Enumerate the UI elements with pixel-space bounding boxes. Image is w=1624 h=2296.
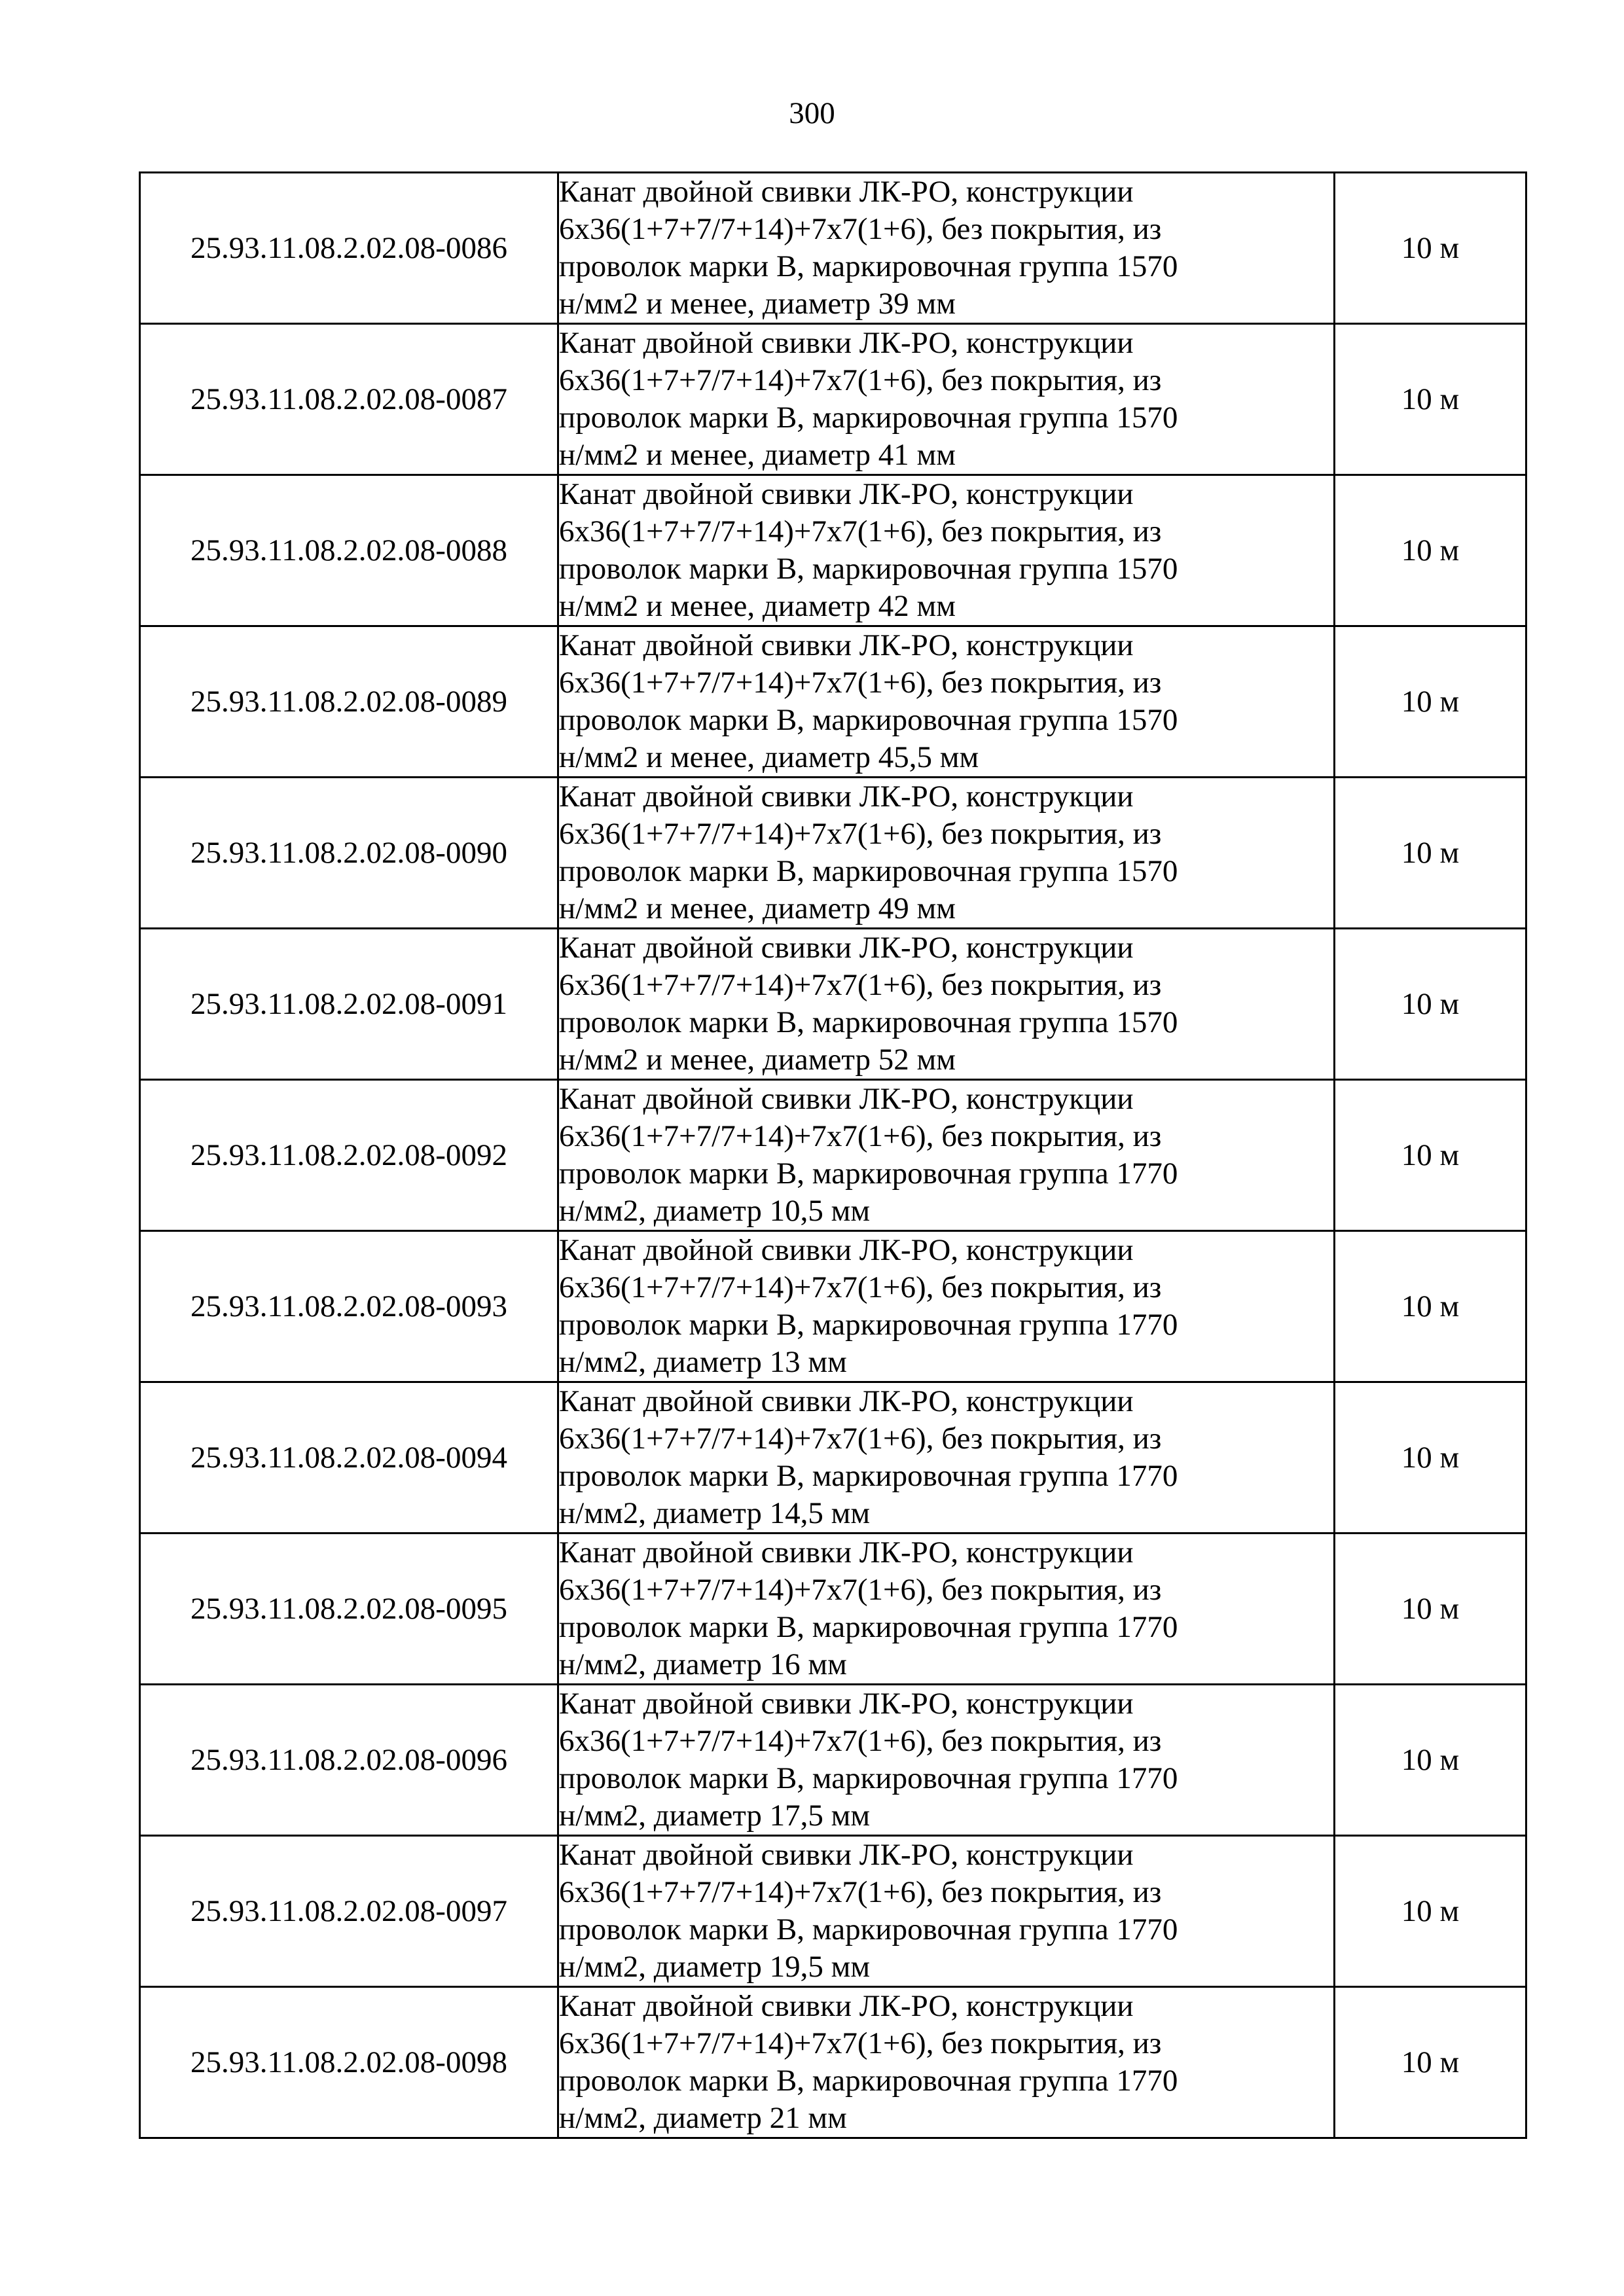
description-line: н/мм2, диаметр 14,5 мм (559, 1496, 871, 1530)
resource-description-cell (558, 1231, 1335, 1382)
unit-cell: 10 м (1335, 324, 1526, 475)
unit-cell: 10 м (1335, 1231, 1526, 1382)
description-line: н/мм2 и менее, диаметр 52 мм (559, 1043, 956, 1077)
description-line: н/мм2 и менее, диаметр 39 мм (559, 287, 956, 321)
table-row (140, 324, 1526, 475)
unit-cell: 10 м (1335, 626, 1526, 778)
table-row (140, 626, 1526, 778)
description-line: 6х36(1+7+7/7+14)+7х7(1+6), без покрытия, из (559, 1573, 1162, 1607)
resource-table (139, 171, 1527, 2139)
description-line: Канат двойной свивки ЛК-РО, конструкции (559, 477, 1134, 511)
resource-description-cell (558, 1685, 1335, 1836)
description-line: н/мм2, диаметр 10,5 мм (559, 1194, 871, 1228)
description-line: н/мм2, диаметр 16 мм (559, 1647, 847, 1681)
unit-cell: 10 м (1335, 1836, 1526, 1987)
description-line: 6х36(1+7+7/7+14)+7х7(1+6), без покрытия, из (559, 817, 1162, 851)
resource-description-cell (558, 1534, 1335, 1685)
description-line: н/мм2 и менее, диаметр 49 мм (559, 891, 956, 925)
description-line: проволок марки В, маркировочная группа 1570 (559, 854, 1178, 888)
description-line: 6х36(1+7+7/7+14)+7х7(1+6), без покрытия, из (559, 514, 1162, 548)
resource-code-cell: 25.93.11.08.2.02.08-0093 (140, 1231, 558, 1382)
resource-table-body (140, 173, 1526, 2138)
description-line: н/мм2 и менее, диаметр 41 мм (559, 438, 956, 472)
description-line: Канат двойной свивки ЛК-РО, конструкции (559, 1233, 1134, 1267)
unit-cell: 10 м (1335, 1534, 1526, 1685)
resource-code-cell: 25.93.11.08.2.02.08-0090 (140, 778, 558, 929)
description-line: Канат двойной свивки ЛК-РО, конструкции (559, 1384, 1134, 1418)
resource-code-cell: 25.93.11.08.2.02.08-0092 (140, 1080, 558, 1231)
description-line: Канат двойной свивки ЛК-РО, конструкции (559, 326, 1134, 360)
resource-description-cell (558, 1836, 1335, 1987)
resource-code-cell: 25.93.11.08.2.02.08-0086 (140, 173, 558, 324)
resource-description-cell (558, 324, 1335, 475)
description-line: н/мм2, диаметр 19,5 мм (559, 1950, 871, 1984)
resource-description-cell (558, 626, 1335, 778)
description-line: 6х36(1+7+7/7+14)+7х7(1+6), без покрытия, из (559, 363, 1162, 397)
description-line: н/мм2 и менее, диаметр 42 мм (559, 589, 956, 623)
resource-code-cell: 25.93.11.08.2.02.08-0097 (140, 1836, 558, 1987)
resource-description-cell (558, 1080, 1335, 1231)
description-line: проволок марки В, маркировочная группа 1570 (559, 552, 1178, 586)
description-line: проволок марки В, маркировочная группа 1770 (559, 1610, 1178, 1644)
description-line: 6х36(1+7+7/7+14)+7х7(1+6), без покрытия, из (559, 212, 1162, 246)
description-line: проволок марки В, маркировочная группа 1570 (559, 1005, 1178, 1039)
table-row (140, 1382, 1526, 1534)
table-row (140, 173, 1526, 324)
description-line: Канат двойной свивки ЛК-РО, конструкции (559, 931, 1134, 965)
description-line: проволок марки В, маркировочная группа 1770 (559, 1912, 1178, 1946)
description-line: 6х36(1+7+7/7+14)+7х7(1+6), без покрытия, из (559, 2026, 1162, 2060)
description-line: 6х36(1+7+7/7+14)+7х7(1+6), без покрытия, из (559, 1724, 1162, 1758)
unit-cell: 10 м (1335, 929, 1526, 1080)
resource-code-cell: 25.93.11.08.2.02.08-0095 (140, 1534, 558, 1685)
description-line: Канат двойной свивки ЛК-РО, конструкции (559, 1687, 1134, 1721)
description-line: н/мм2, диаметр 13 мм (559, 1345, 847, 1379)
unit-cell: 10 м (1335, 475, 1526, 626)
resource-description-cell (558, 778, 1335, 929)
resource-code-cell: 25.93.11.08.2.02.08-0087 (140, 324, 558, 475)
description-line: Канат двойной свивки ЛК-РО, конструкции (559, 1838, 1134, 1872)
unit-cell: 10 м (1335, 1987, 1526, 2138)
table-row (140, 475, 1526, 626)
resource-description-cell (558, 173, 1335, 324)
resource-description-cell (558, 475, 1335, 626)
description-line: проволок марки В, маркировочная группа 1570 (559, 703, 1178, 737)
description-line: н/мм2, диаметр 17,5 мм (559, 1799, 871, 1833)
table-row (140, 1987, 1526, 2138)
resource-description-cell (558, 929, 1335, 1080)
description-line: 6х36(1+7+7/7+14)+7х7(1+6), без покрытия, из (559, 968, 1162, 1002)
description-line: проволок марки В, маркировочная группа 1770 (559, 1459, 1178, 1493)
description-line: проволок марки В, маркировочная группа 1570 (559, 401, 1178, 435)
description-line: 6х36(1+7+7/7+14)+7х7(1+6), без покрытия, из (559, 1119, 1162, 1153)
resource-code-cell: 25.93.11.08.2.02.08-0094 (140, 1382, 558, 1534)
resource-code-cell: 25.93.11.08.2.02.08-0096 (140, 1685, 558, 1836)
description-line: Канат двойной свивки ЛК-РО, конструкции (559, 1082, 1134, 1116)
description-line: проволок марки В, маркировочная группа 1570 (559, 249, 1178, 283)
description-line: Канат двойной свивки ЛК-РО, конструкции (559, 1989, 1134, 2023)
table-row (140, 1231, 1526, 1382)
resource-code-cell: 25.93.11.08.2.02.08-0089 (140, 626, 558, 778)
description-line: н/мм2 и менее, диаметр 45,5 мм (559, 740, 979, 774)
unit-cell: 10 м (1335, 778, 1526, 929)
description-line: н/мм2, диаметр 21 мм (559, 2101, 847, 2135)
unit-cell: 10 м (1335, 1080, 1526, 1231)
description-line: Канат двойной свивки ЛК-РО, конструкции (559, 628, 1134, 662)
resource-description-cell (558, 1382, 1335, 1534)
table-row (140, 929, 1526, 1080)
description-line: проволок марки В, маркировочная группа 1770 (559, 2064, 1178, 2098)
description-line: 6х36(1+7+7/7+14)+7х7(1+6), без покрытия, из (559, 1422, 1162, 1456)
resource-code-cell: 25.93.11.08.2.02.08-0091 (140, 929, 558, 1080)
description-line: проволок марки В, маркировочная группа 1770 (559, 1157, 1178, 1191)
description-line: 6х36(1+7+7/7+14)+7х7(1+6), без покрытия, из (559, 1875, 1162, 1909)
table-row (140, 1080, 1526, 1231)
description-line: Канат двойной свивки ЛК-РО, конструкции (559, 780, 1134, 814)
resource-code-cell: 25.93.11.08.2.02.08-0098 (140, 1987, 558, 2138)
resource-code-cell: 25.93.11.08.2.02.08-0088 (140, 475, 558, 626)
table-row (140, 1685, 1526, 1836)
unit-cell: 10 м (1335, 173, 1526, 324)
table-row (140, 778, 1526, 929)
unit-cell: 10 м (1335, 1382, 1526, 1534)
table-row (140, 1836, 1526, 1987)
description-line: Канат двойной свивки ЛК-РО, конструкции (559, 175, 1134, 209)
unit-cell: 10 м (1335, 1685, 1526, 1836)
table-row (140, 1534, 1526, 1685)
description-line: проволок марки В, маркировочная группа 1770 (559, 1308, 1178, 1342)
description-line: 6х36(1+7+7/7+14)+7х7(1+6), без покрытия, из (559, 666, 1162, 700)
resource-description-cell (558, 1987, 1335, 2138)
description-line: Канат двойной свивки ЛК-РО, конструкции (559, 1535, 1134, 1570)
page-number: 300 (789, 96, 835, 130)
description-line: 6х36(1+7+7/7+14)+7х7(1+6), без покрытия, из (559, 1270, 1162, 1304)
description-line: проволок марки В, маркировочная группа 1770 (559, 1761, 1178, 1795)
